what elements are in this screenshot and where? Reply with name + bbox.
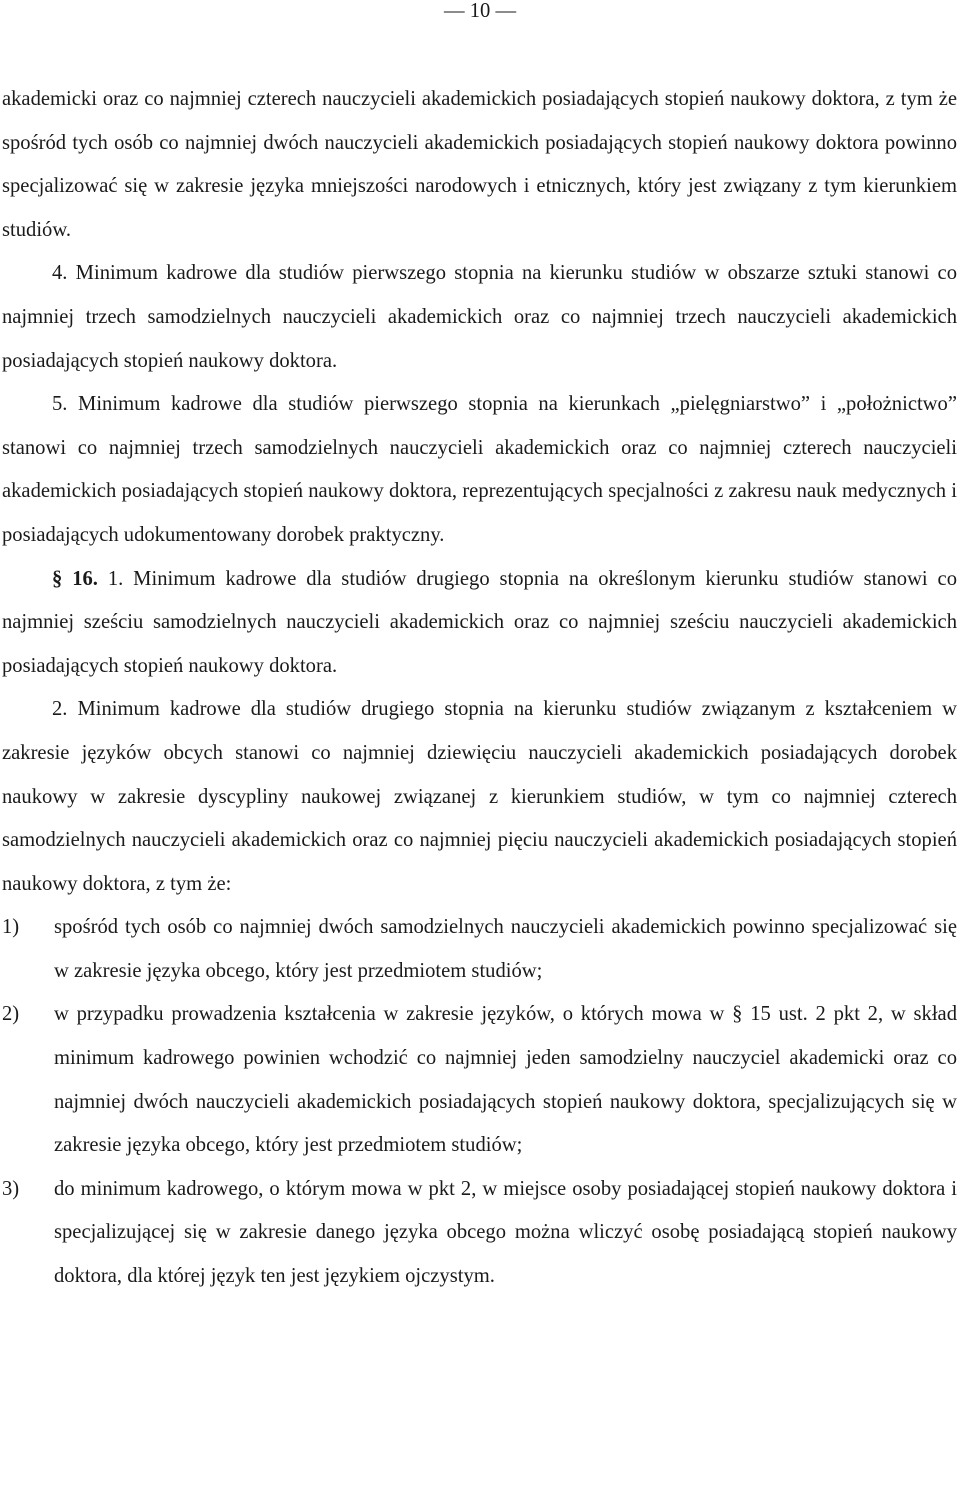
list-item-number: 2): [2, 1003, 20, 1026]
paragraph-5: 5. Minimum kadrowe dla studiów pierwszego stopnia na kierunkach „pielęgniarstwo” i „położnictwo” stanowi co najmniej trzech samodzielnych nauczycieli akademickich oraz co najmniej czterech nauczycieli akademickich posiadających stopień naukowy doktora, reprezentujących specjalności z zakresu nauk medycznych i posiadających udokumentowany dorobek praktyczny.: [2, 393, 957, 546]
list-item-text: w przypadku prowadzenia kształcenia w zakresie języków, o których mowa w § 15 ust. 2 pkt 2, w skład minimum kadrowego powinien wchodzić co najmniej jeden samodzielny nauczyciel akademicki oraz co najmniej dwóch nauczycieli akademickich posiadających stopień naukowy doktora, specjalizujących się w zakresie języka obcego, który jest przedmiotem studiów;: [54, 1003, 957, 1157]
page-number: — 10 —: [443, 0, 517, 22]
section-16-paragraph-1: [2, 558, 957, 689]
paragraph-continuation: akademicki oraz co najmniej czterech nauczycieli akademickich posiadających stopień naukowy doktora, z tym że spośród tych osób co najmniej dwóch nauczycieli akademickich posiadających stopień naukowy doktora powinno specjalizować się w zakresie języka mniejszości narodowych i etnicznych, który jest związany z tym kierunkiem studiów.: [2, 88, 957, 241]
section-label: § 16.: [52, 567, 98, 590]
list-item-number: 1): [2, 916, 20, 939]
list-item-text: spośród tych osób co najmniej dwóch samodzielnych nauczycieli akademickich powinno specjalizować się w zakresie języka obcego, który jest przedmiotem studiów;: [54, 916, 957, 982]
list-item-number: 3): [2, 1177, 20, 1200]
list-item: [2, 993, 957, 1167]
section-text: 1. Minimum kadrowe dla studiów drugiego stopnia na określonym kierunku studiów stanowi co najmniej sześciu samodzielnych nauczycieli akademickich oraz co najmniej sześciu nauczycieli akademickich posiadających stopień naukowy doktora.: [2, 567, 957, 677]
section-16-paragraph-2: 2. Minimum kadrowe dla studiów drugiego stopnia na kierunku studiów związanym z kształceniem w zakresie języków obcych stanowi co najmniej dziewięciu nauczycieli akademickich posiadających dorobek naukowy w zakresie dyscypliny naukowej związanej z kierunkiem studiów, w tym co najmniej czterech samodzielnych nauczycieli akademickich oraz co najmniej pięciu nauczycieli akademickich posiadających stopień naukowy doktora, z tym że:: [2, 698, 957, 895]
paragraph-4: 4. Minimum kadrowe dla studiów pierwszego stopnia na kierunku studiów w obszarze sztuki stanowi co najmniej trzech samodzielnych nauczycieli akademickich oraz co najmniej trzech nauczycieli akademickich posiadających stopień naukowy doktora.: [2, 262, 957, 372]
list-item: [2, 1168, 957, 1299]
list-item: [2, 906, 957, 993]
list-item-text: do minimum kadrowego, o którym mowa w pkt 2, w miejsce osoby posiadającej stopień naukowy doktora i specjalizującej się w zakresie danego języka obcego można wliczyć osobę posiadającą stopień naukowy doktora, dla której język ten jest językiem ojczystym.: [54, 1177, 957, 1288]
document-body: [2, 78, 957, 1299]
